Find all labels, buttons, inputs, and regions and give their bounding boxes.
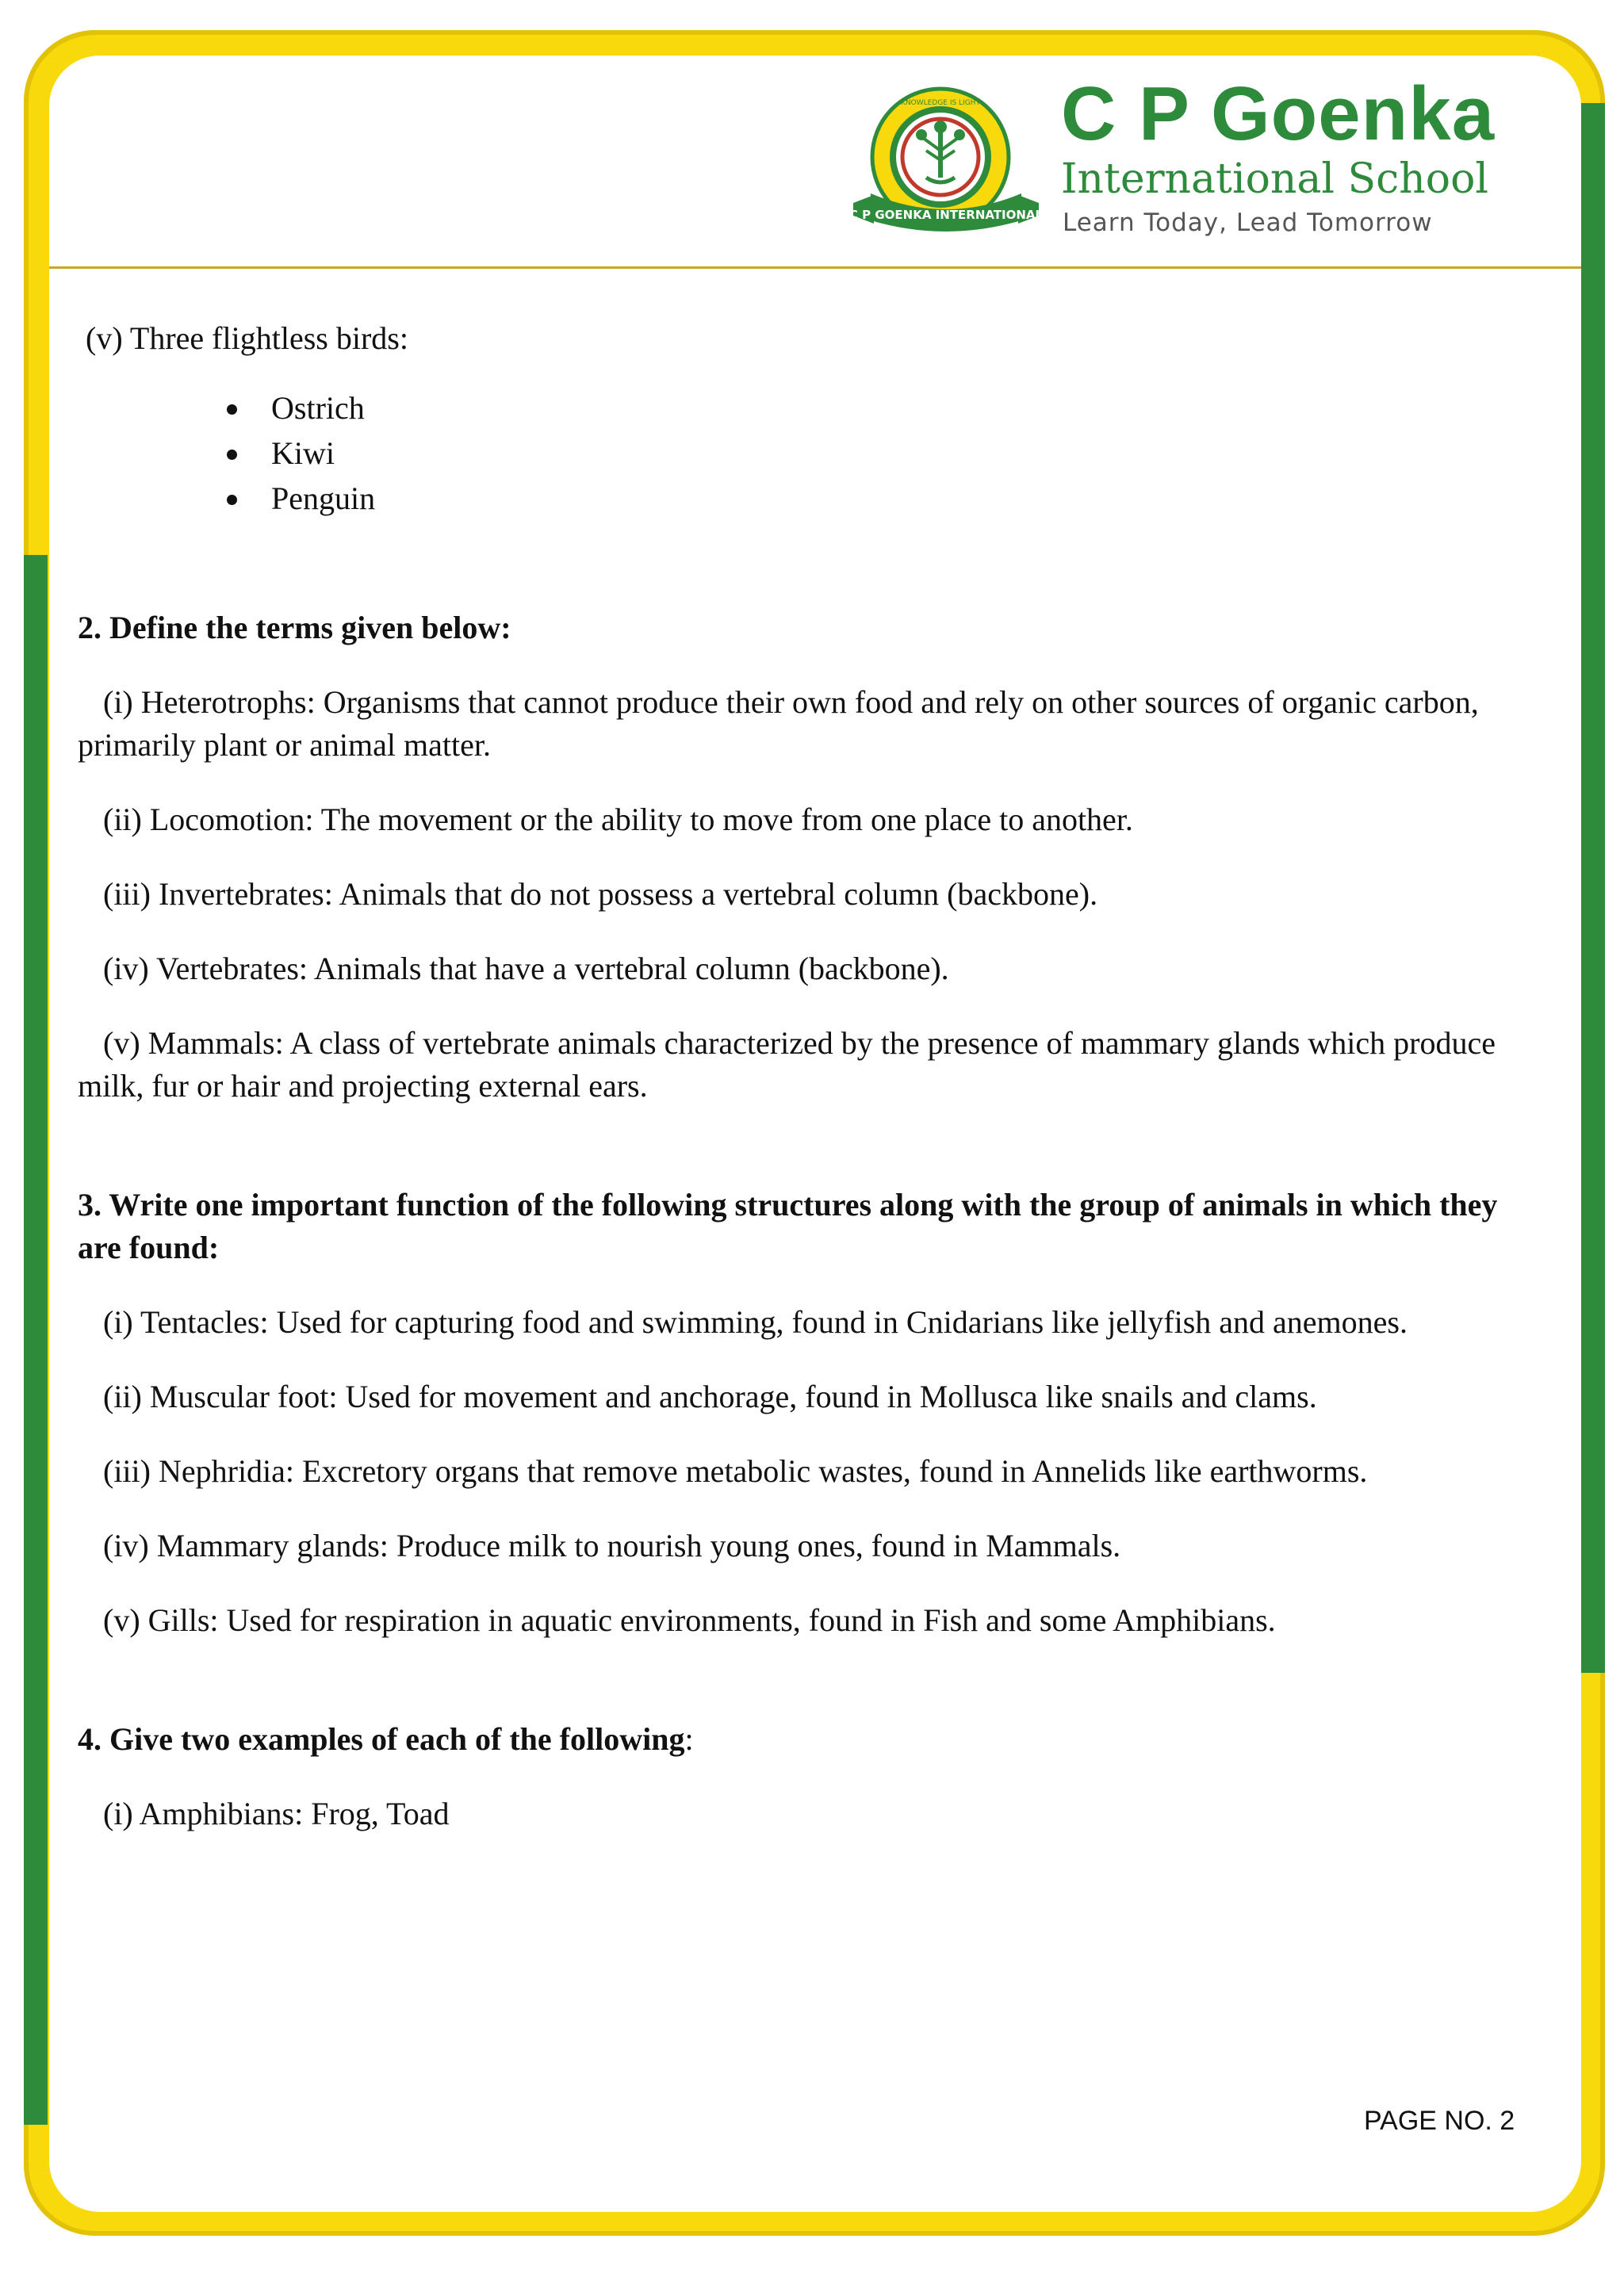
- bullet-icon: [227, 495, 237, 505]
- bird-name: Penguin: [271, 480, 376, 516]
- q3-item: (i) Tentacles: Used for capturing food and swimming, found in Cnidarians like jellyfish and anemones.: [103, 1304, 1408, 1340]
- q3-item: (v) Gills: Used for respiration in aquatic environments, found in Fish and some Amphibians.: [103, 1602, 1276, 1638]
- q2-item: (v) Mammals: A class of vertebrate animals characterized by the presence of mammary glands which produce milk, fur or hair and projecting external ears.: [78, 1025, 1496, 1104]
- flightless-birds-intro: (v) Three flightless birds:: [86, 320, 408, 356]
- bullet-icon: [227, 450, 237, 460]
- q3-item: (iii) Nephridia: Excretory organs that remove metabolic wastes, found in Annelids like earthworms.: [103, 1453, 1368, 1489]
- q2-item: (iii) Invertebrates: Animals that do not possess a vertebral column (backbone).: [103, 876, 1098, 912]
- school-logo: [847, 84, 1045, 243]
- q2-item: (i) Heterotrophs: Organisms that cannot produce their own food and rely on other sources of organic carbon, primarily plant or animal matter.: [78, 684, 1479, 763]
- question-4-heading-colon: :: [684, 1721, 694, 1757]
- question-2-heading: 2. Define the terms given below:: [78, 610, 511, 645]
- question-3-heading: 3. Write one important function of the following structures along with the group of animals in which they are found:: [78, 1187, 1498, 1265]
- q2-item: (iv) Vertebrates: Animals that have a vertebral column (backbone).: [103, 951, 949, 986]
- header-divider: [49, 266, 1581, 269]
- logo-ribbon-text: C P GOENKA INTERNATIONAL: [848, 208, 1044, 222]
- logo-arc-text: KNOWLEDGE IS LIGHT: [901, 99, 980, 107]
- bird-name: Kiwi: [271, 435, 335, 471]
- border-accent-left: [24, 555, 48, 2125]
- bullet-icon: [227, 404, 237, 415]
- school-subtitle: International School: [1061, 155, 1489, 203]
- q4-item: (i) Amphibians: Frog, Toad: [103, 1796, 450, 1831]
- school-name: C P Goenka: [1061, 71, 1496, 156]
- q2-item: (ii) Locomotion: The movement or the ability to move from one place to another.: [103, 802, 1133, 837]
- q3-item: (ii) Muscular foot: Used for movement and anchorage, found in Mollusca like snails and clams.: [103, 1379, 1317, 1414]
- bird-name: Ostrich: [271, 390, 365, 426]
- list-item: [227, 432, 1505, 475]
- flightless-birds-list: [78, 387, 1505, 520]
- border-accent-right: [1578, 103, 1605, 1673]
- list-item: [227, 387, 1505, 430]
- question-4-heading: [78, 1718, 1505, 1761]
- question-4-heading-text: 4. Give two examples of each of the following: [78, 1721, 685, 1757]
- document-body: [78, 317, 1505, 1835]
- school-tagline: Learn Today, Lead Tomorrow: [1063, 209, 1433, 237]
- list-item: [227, 477, 1505, 520]
- q3-item: (iv) Mammary glands: Produce milk to nourish young ones, found in Mammals.: [103, 1528, 1121, 1563]
- page-number: PAGE NO. 2: [1364, 2106, 1515, 2136]
